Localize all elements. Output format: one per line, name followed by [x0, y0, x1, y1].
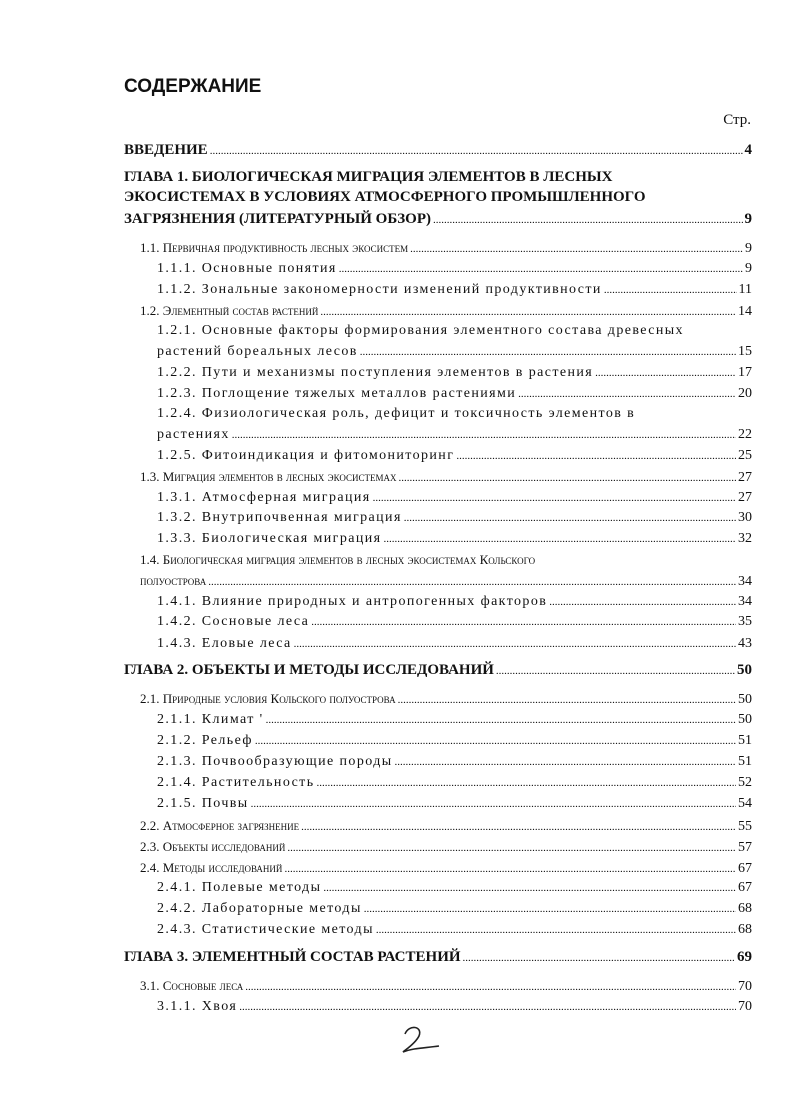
toc-entry [157, 508, 752, 528]
handwritten-page-number [395, 1022, 445, 1063]
toc-entry [124, 947, 752, 967]
toc-page-number: 34 [738, 574, 752, 589]
toc-entry [157, 612, 752, 632]
toc-entry [157, 592, 752, 612]
toc-page-number: 30 [738, 510, 752, 525]
toc-page-number: 43 [738, 636, 752, 651]
toc-entry-title: ЭКОСИСТЕМАХ В УСЛОВИЯХ АТМОСФЕРНОГО ПРОМЫШЛЕННОГО [124, 189, 646, 205]
toc-entry-title: растений бореальных лесов [157, 344, 358, 359]
toc-entry [157, 342, 752, 362]
toc-page-number: 70 [738, 979, 752, 994]
toc-entry-title: 2.2. Атмосферное загрязнение [140, 818, 300, 833]
toc-page-number: 67 [738, 861, 752, 876]
toc-page-number: 4 [744, 142, 752, 158]
toc-entry-title: 2.1. Природные условия Кольского полуострова [140, 691, 396, 706]
dot-leader [317, 773, 737, 793]
toc-entry-title: 3.1. Сосновые леса [140, 978, 244, 993]
dot-leader [496, 661, 735, 681]
toc-entry-title: 1.2.2. Пути и механизмы поступления элементов в растения [157, 365, 594, 380]
dot-leader [208, 572, 736, 592]
dot-leader [320, 302, 736, 322]
toc-entry-title: 1.1.1. Основные понятия [157, 261, 337, 276]
dot-leader [398, 690, 736, 710]
toc-page-number: 68 [738, 922, 752, 937]
toc-entry [140, 689, 752, 709]
dot-leader [376, 920, 736, 940]
dot-leader [245, 977, 736, 997]
toc-entry-title: 2.1.2. Рельеф [157, 733, 253, 748]
toc-entry-title: ЗАГРЯЗНЕНИЯ (ЛИТЕРАТУРНЫЙ ОБЗОР) [124, 211, 431, 227]
toc-entry-title: 1.1. Первичная продуктивность лесных экосистем [140, 240, 409, 255]
toc-entry-line [157, 404, 752, 424]
toc-page-number: 34 [738, 594, 752, 609]
toc-entry-title: 2.1.1. Климат ' [157, 712, 264, 727]
dot-leader [255, 731, 736, 751]
toc-entry [157, 529, 752, 549]
dot-leader [595, 363, 736, 383]
toc-entry [157, 997, 752, 1017]
toc-page-number: 57 [738, 840, 752, 855]
dot-leader [404, 508, 736, 528]
toc-entry-title: 2.4. Методы исследований [140, 860, 283, 875]
toc-page-number: 32 [738, 531, 752, 546]
toc-entry-title: ВВЕДЕНИЕ [124, 142, 208, 158]
dot-leader [549, 592, 736, 612]
dot-leader [373, 488, 736, 508]
toc-entry-title: 2.4.1. Полевые методы [157, 880, 322, 895]
toc-page-number: 35 [738, 614, 752, 629]
toc-entry-title: 1.4.1. Влияние природных и антропогенных факторов [157, 594, 548, 609]
toc-page-number: 51 [738, 733, 752, 748]
dot-leader [239, 997, 736, 1017]
toc-entry [140, 837, 752, 857]
dot-leader [604, 280, 737, 300]
toc-page-number: 25 [738, 448, 752, 463]
dot-leader [399, 468, 736, 488]
toc-entry [157, 794, 752, 814]
toc-page-number: 27 [738, 490, 752, 505]
dot-leader [210, 141, 743, 161]
toc-entry [157, 773, 752, 793]
toc-entry-title: 1.1.2. Зональные закономерности изменений продуктивности [157, 282, 602, 297]
toc-entry [140, 816, 752, 836]
toc-entry [157, 752, 752, 772]
toc-entry-title: 2.1.3. Почвообразующие породы [157, 754, 393, 769]
toc-entry-title: 1.2.1. Основные факторы формирования элементного состава древесных [157, 323, 684, 338]
toc-entry-title: 1.2. Элементный состав растений [140, 303, 319, 318]
toc-entry [157, 731, 752, 751]
toc-entry-title: 1.2.4. Физиологическая роль, дефицит и токсичность элементов в [157, 406, 636, 421]
toc-page-number: 17 [738, 365, 752, 380]
toc-entry [157, 446, 752, 466]
toc-entry-title: 1.4.2. Сосновые леса [157, 614, 310, 629]
toc-entry-title: 3.1.1. Хвоя [157, 999, 238, 1014]
toc-page-number: 51 [738, 754, 752, 769]
toc-entry [157, 363, 752, 383]
toc-page-number: 50 [738, 692, 752, 707]
toc-entry-title: 1.3.1. Атмосферная миграция [157, 490, 371, 505]
toc-entry-line [124, 187, 752, 207]
toc-page-number: 11 [738, 282, 752, 297]
toc-page-number: 52 [738, 775, 752, 790]
toc-entry [157, 384, 752, 404]
dot-leader [456, 446, 736, 466]
toc-entry [157, 710, 752, 730]
toc-entry [124, 209, 752, 229]
toc-page-number: 70 [738, 999, 752, 1014]
toc-page-number: 50 [738, 712, 752, 727]
dot-leader [463, 948, 735, 968]
toc-entry-title: 2.1.5. Почвы [157, 796, 249, 811]
dot-leader [284, 859, 736, 879]
toc-page-number: 9 [745, 261, 752, 276]
toc-entry [140, 238, 752, 258]
toc-entry-title: 1.3.3. Биологическая миграция [157, 531, 382, 546]
toc-entry [124, 660, 752, 680]
dot-leader [395, 752, 736, 772]
toc-entry-title: 1.2.3. Поглощение тяжелых металлов растениями [157, 386, 517, 401]
dot-leader [251, 794, 736, 814]
toc-page-number: 54 [738, 796, 752, 811]
toc-entry [140, 976, 752, 996]
toc-page-number: 50 [737, 662, 752, 678]
toc-entry-title: полуострова [140, 573, 207, 588]
toc-entry [140, 571, 752, 591]
dot-leader [294, 634, 736, 654]
dot-leader [383, 529, 736, 549]
dot-leader [301, 817, 736, 837]
dot-leader [410, 239, 743, 259]
toc-page-number: 55 [738, 819, 752, 834]
toc-entry [140, 467, 752, 487]
dot-leader [364, 899, 736, 919]
toc-entry-title: 1.3. Миграция элементов в лесных экосистемах [140, 469, 397, 484]
toc-entry-title: 1.4. Биологическая миграция элементов в лесных экосистемах Кольского [140, 552, 536, 567]
dot-leader [433, 210, 743, 230]
toc-page-number: 22 [738, 427, 752, 442]
toc-entry [140, 301, 752, 321]
toc-entry-title: ГЛАВА 1. БИОЛОГИЧЕСКАЯ МИГРАЦИЯ ЭЛЕМЕНТОВ В ЛЕСНЫХ [124, 169, 613, 185]
toc-entry-title: 1.4.3. Еловые леса [157, 636, 292, 651]
toc-entry-title: 1.2.5. Фитоиндикация и фитомониторинг [157, 448, 455, 463]
toc-page-number: 9 [744, 211, 752, 227]
toc-entry-title: ГЛАВА 2. ОБЪЕКТЫ И МЕТОДЫ ИССЛЕДОВАНИЙ [124, 662, 494, 678]
toc-entry [157, 488, 752, 508]
toc-entry-title: ГЛАВА 3. ЭЛЕМЕНТНЫЙ СОСТАВ РАСТЕНИЙ [124, 949, 461, 965]
dot-leader [232, 425, 736, 445]
toc-entry-title: 1.3.2. Внутрипочвенная миграция [157, 510, 402, 525]
toc-page-number: 27 [738, 470, 752, 485]
toc-page-number: 68 [738, 901, 752, 916]
toc-entry [157, 920, 752, 940]
toc-page-number: 9 [745, 241, 752, 256]
toc-entry-title: растениях [157, 427, 230, 442]
toc-page-number: 67 [738, 880, 752, 895]
page-title: СОДЕРЖАНИЕ [124, 76, 262, 97]
toc-entry-line [124, 167, 752, 187]
toc-entry-title: 2.4.3. Статистические методы [157, 922, 374, 937]
dot-leader [287, 838, 736, 858]
toc-page-number: 15 [738, 344, 752, 359]
toc-entry-line [157, 321, 752, 341]
toc-entry-title: 2.3. Объекты исследований [140, 839, 286, 854]
toc-entry [157, 259, 752, 279]
dot-leader [339, 259, 743, 279]
dot-leader [360, 342, 736, 362]
toc-entry [157, 425, 752, 445]
page-column-header: Стр. [723, 112, 751, 128]
dot-leader [311, 612, 736, 632]
toc-entry [140, 858, 752, 878]
dot-leader [323, 878, 736, 898]
toc-entry [157, 634, 752, 654]
toc-entry [124, 140, 752, 160]
toc-entry [157, 280, 752, 300]
dot-leader [266, 710, 736, 730]
toc-page-number: 14 [738, 304, 752, 319]
toc-page-number: 69 [737, 949, 752, 965]
toc-entry [157, 899, 752, 919]
toc-page-number: 20 [738, 386, 752, 401]
toc-entry-title: 2.4.2. Лабораторные методы [157, 901, 362, 916]
dot-leader [518, 384, 736, 404]
toc-entry-title: 2.1.4. Растительность [157, 775, 315, 790]
toc-entry [157, 878, 752, 898]
toc-entry-line [140, 550, 752, 570]
